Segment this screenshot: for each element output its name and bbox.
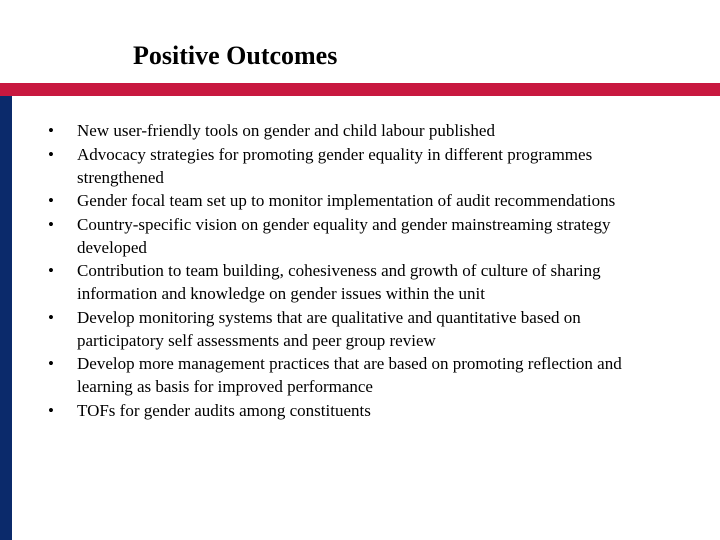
bullet-text: Develop monitoring systems that are qualitative and quantitative based on participatory self assessments and peer group review [77, 307, 581, 350]
slide-title: Positive Outcomes [133, 41, 338, 70]
bullet-icon: • [48, 214, 54, 234]
list-item [0, 306, 720, 352]
bullet-text: TOFs for gender audits among constituents [77, 400, 371, 420]
bullet-icon: • [48, 261, 54, 280]
bullet-icon: • [48, 400, 54, 420]
list-item [0, 119, 720, 142]
accent-band [0, 83, 720, 96]
list-item [0, 143, 720, 189]
bullet-text: Advocacy strategies for promoting gender equality in different programmes strengthened [77, 144, 593, 187]
bullet-text: Contribution to team building, cohesiveness and growth of culture of sharing information and knowledge on gender issues within the unit [77, 261, 601, 303]
list-item [0, 352, 720, 398]
list-item [0, 259, 720, 305]
bullet-text: Country-specific vision on gender equality and gender mainstreaming strategy developed [77, 214, 611, 257]
bullet-icon: • [48, 307, 54, 327]
list-item [0, 399, 720, 422]
bullet-list [0, 119, 720, 422]
list-item [0, 213, 720, 259]
list-item [0, 189, 720, 212]
bullet-text: Develop more management practices that are based on promoting reflection and learning as basis for improved performance [77, 354, 622, 396]
bullet-icon: • [48, 144, 54, 164]
bullet-icon: • [48, 354, 54, 373]
bullet-icon: • [48, 121, 54, 140]
bullet-text: Gender focal team set up to monitor implementation of audit recommendations [77, 191, 616, 210]
bullet-icon: • [48, 191, 54, 210]
bullet-text: New user-friendly tools on gender and child labour published [77, 121, 495, 140]
